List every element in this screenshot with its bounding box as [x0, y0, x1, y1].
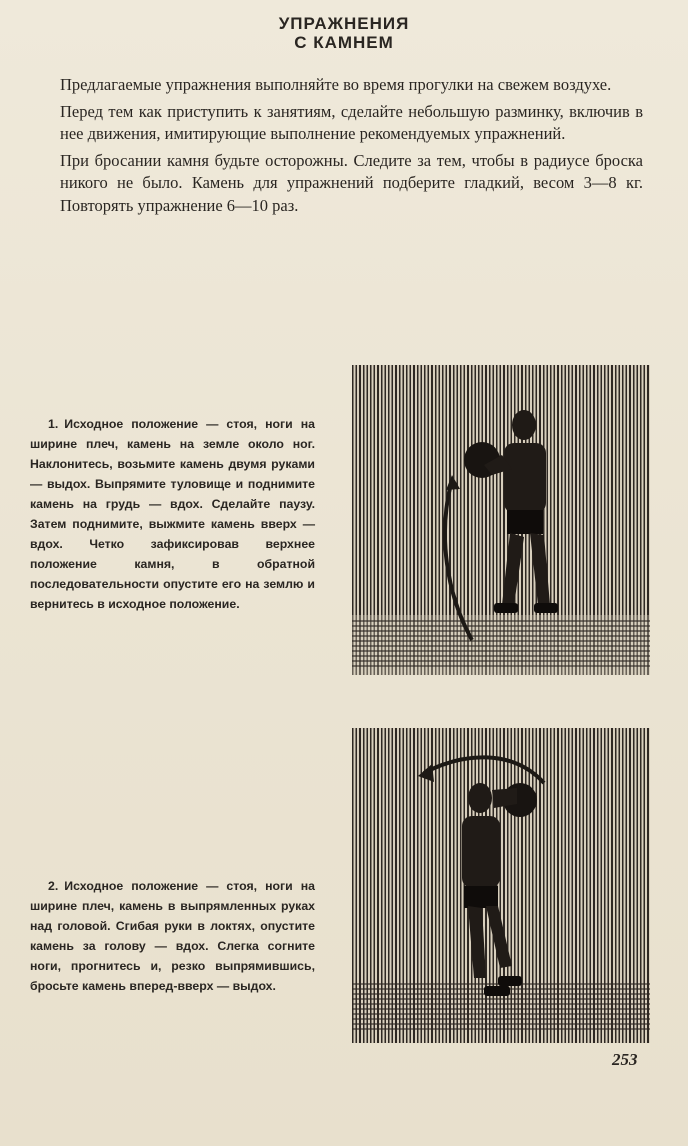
intro-paragraph: При бросании камня будьте осторожны. Следите за тем, чтобы в радиусе броска никого не было. Камень для упражнений подберите гладкий, весом 3—8 кг. Повторять упражнение 6—10 раз.: [60, 150, 643, 215]
exercise-number: 2.: [48, 879, 59, 893]
man-throwing-stone-figure: [352, 728, 650, 1043]
title-line-1: УПРАЖНЕНИЯ: [278, 14, 410, 33]
exercise-2-text: [30, 876, 315, 996]
exercise-description: Исходное положение — стоя, ноги на ширине плеч, камень на земле около ног. Наклонитесь, возьмите камень двумя руками — выдох. Выпрямите туловище и поднимите камень на грудь — вдох. Сделайте паузу. Затем поднимите, выжмите камень вверх — вдох. Четко зафиксировав верхнее положение камня, в обратной последовательности опустите его на землю и вернитесь в исходное положение.: [30, 417, 315, 611]
page-title: [0, 14, 688, 52]
intro-paragraph: Предлагаемые упражнения выполняйте во время прогулки на свежем воздухе.: [60, 75, 612, 94]
intro-text: [60, 74, 643, 221]
page-number: 253: [612, 1050, 638, 1069]
man-lifting-stone-figure: [352, 365, 650, 675]
exercise-2-illustration: [352, 728, 650, 1043]
exercise-1-text: [30, 414, 315, 614]
exercise-number: 1.: [48, 417, 59, 431]
intro-paragraph: Перед тем как приступить к занятиям, сделайте небольшую разминку, включив в нее движения, имитирующие выполнение рекомендуемых упражнений.: [60, 101, 643, 143]
title-line-2: С КАМНЕМ: [294, 33, 394, 52]
exercise-description: Исходное положение — стоя, ноги на ширине плеч, камень в выпрямленных руках над головой. Сгибая руки в локтях, опустите камень за голову — вдох. Слегка согните ноги, прогнитесь и, резко выпрямившись, бросьте камень вперед-вверх — выдох.: [30, 879, 315, 993]
exercise-1-illustration: [352, 365, 650, 675]
